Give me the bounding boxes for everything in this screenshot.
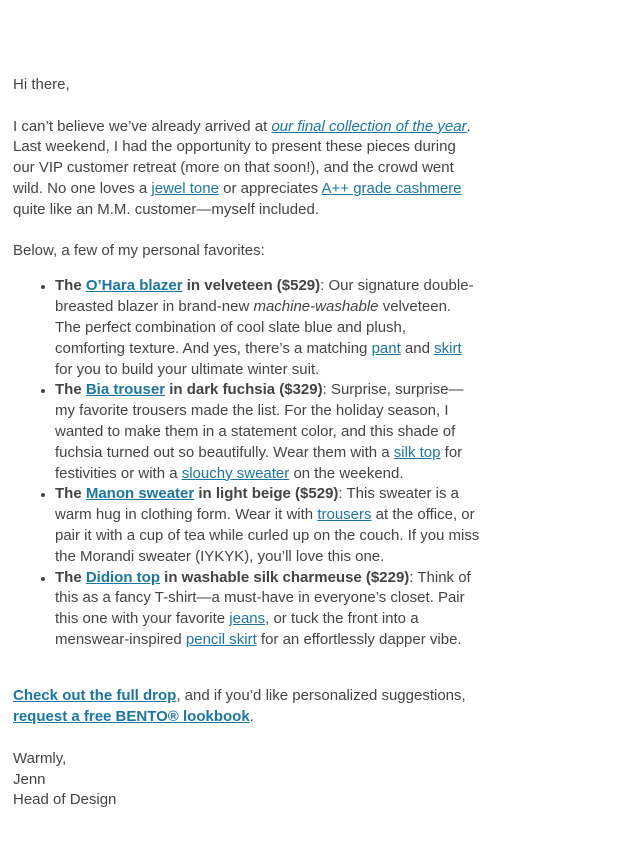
lookbook-link[interactable]: request a free BENTO® lookbook [13, 708, 250, 726]
jewel-tone-link[interactable]: jewel tone [151, 179, 219, 197]
text-run: The [55, 485, 86, 503]
skirt-link[interactable]: skirt [434, 339, 462, 357]
text-run: Below, a few of my personal favorites: [13, 242, 265, 260]
text-run: : Think of this as a fancy T-shirt—a must-have in everyone’s closet. Pair this one with your favorite [55, 568, 471, 628]
didion-top-link[interactable]: Didion top [85, 568, 160, 586]
favorite-list-item [55, 380, 480, 484]
text-run: at the office, or pair it with a cup of tea while curled up on the couch. If you miss the Morandi sweater (IYKYK), you’ll love this one. [55, 506, 480, 565]
text-run: The [55, 381, 86, 399]
trousers-link[interactable]: trousers [317, 506, 372, 524]
text-run: and [400, 339, 435, 357]
ohara-blazer-link[interactable]: O’Hara blazer [85, 277, 183, 295]
text-run: : Our signature double-breasted blazer in brand-new [55, 277, 474, 316]
text-run: machine-washable [253, 298, 379, 316]
favorite-list-item [55, 484, 480, 567]
text-run: for festivities or with a [55, 443, 463, 482]
text-run: in velveteen ($529) [182, 277, 321, 295]
text-run: in dark fuchsia ($329) [165, 381, 323, 399]
text-run: The [55, 277, 86, 295]
signature [13, 749, 480, 811]
full-drop-link[interactable]: Check out the full drop [13, 687, 177, 705]
cta-paragraph [13, 686, 480, 728]
text-run: The [55, 568, 86, 586]
favorite-list-item [55, 276, 480, 380]
text-run: I can’t believe we’ve already arrived at [13, 117, 272, 135]
text-run: : This sweater is a warm hug in clothing form. Wear it with [55, 485, 460, 524]
cashmere-link[interactable]: A++ grade cashmere [321, 179, 462, 197]
text-run: , or tuck the front into a menswear-inspired [55, 610, 419, 649]
bia-trouser-link[interactable]: Bia trouser [85, 381, 166, 399]
text-run: in washable silk charmeuse ($229) [160, 568, 410, 586]
pencil-skirt-link[interactable]: pencil skirt [185, 631, 257, 649]
slouchy-sweater-link[interactable]: slouchy sweater [181, 464, 290, 482]
jeans-link[interactable]: jeans [229, 610, 266, 628]
text-run: velveteen. The perfect combination of cool slate blue and plush, comforting texture. And yes, there’s a matching [55, 298, 452, 357]
text-run: for an effortlessly dapper vibe. [256, 631, 462, 649]
text-run: Jenn [13, 770, 46, 788]
text-run: on the weekend. [289, 464, 404, 482]
text-run: Warmly, [13, 749, 67, 767]
greeting [13, 75, 480, 96]
favorites-list [13, 276, 480, 650]
text-run: . Last weekend, I had the opportunity to present these pieces during our VIP customer retreat (more on that soon!), and the crowd went wild. No one loves a [13, 117, 471, 197]
text-run: quite like an M.M. customer—myself included. [13, 200, 319, 218]
intro-paragraph [13, 117, 480, 221]
favorites-intro [13, 241, 480, 262]
favorite-list-item [55, 568, 480, 651]
pant-link[interactable]: pant [371, 339, 401, 357]
text-run: : Surprise, surprise—my favorite trousers made the list. For the holiday season, I wanted to make them in a statement color, and this shade of fuchsia turned out so beautifully. Wear them with a [55, 381, 464, 461]
manon-sweater-link[interactable]: Manon sweater [85, 485, 195, 503]
text-run: for you to build your ultimate winter suit. [55, 360, 320, 378]
final-collection-link[interactable]: our final collection of the year [271, 117, 467, 135]
text-run: or appreciates [218, 179, 322, 197]
text-run: Head of Design [13, 791, 117, 809]
text-run: Hi there, [13, 76, 70, 93]
text-run: . [249, 708, 254, 726]
silk-top-link[interactable]: silk top [393, 443, 441, 461]
text-run: in light beige ($529) [194, 485, 339, 503]
text-run: , and if you’d like personalized suggestions, [176, 687, 466, 705]
